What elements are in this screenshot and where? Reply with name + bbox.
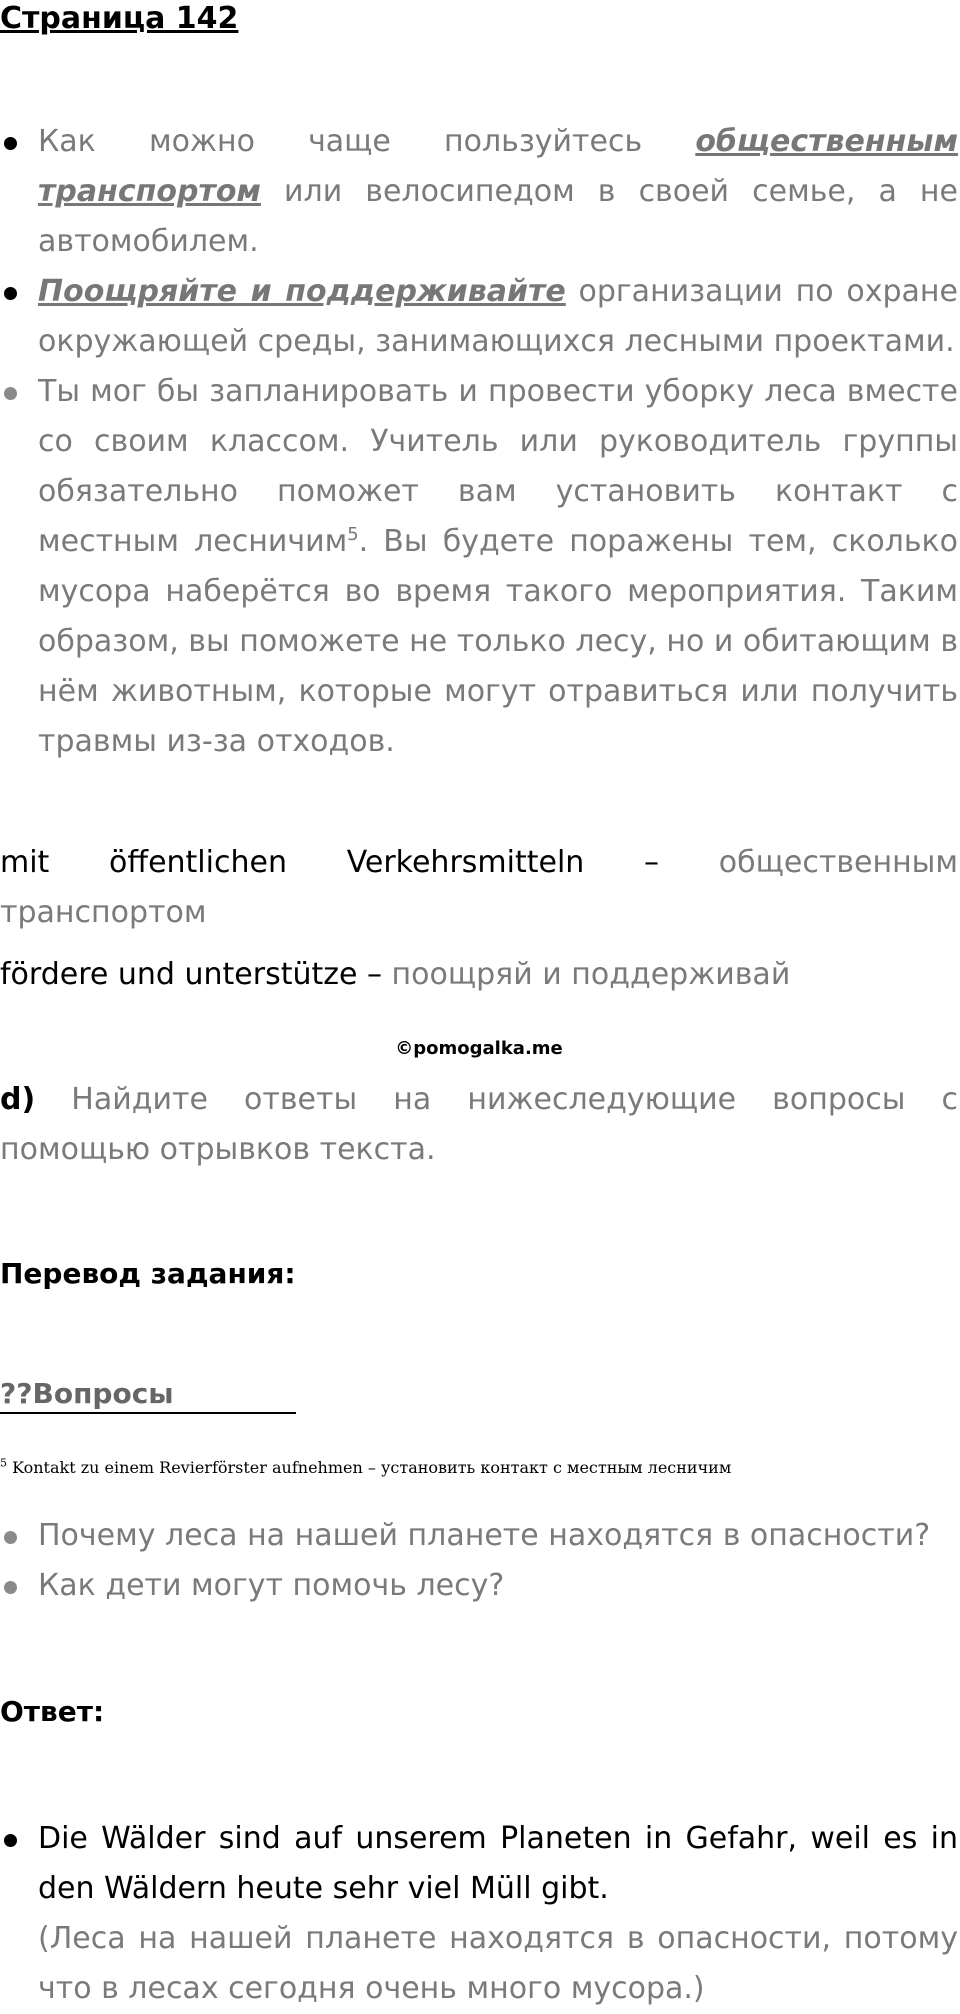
- tip-emphasis: общественным транспортом: [38, 124, 958, 209]
- answers-list: [0, 1814, 958, 2014]
- bullet-icon: [4, 1581, 17, 1594]
- list-item: [0, 367, 958, 767]
- tip-text-pre: Как можно чаще пользуйтесь: [38, 124, 696, 159]
- task-text: Найдите ответы на нижеследующие вопросы с помощью отрывков текста.: [0, 1082, 958, 1167]
- bullet-icon: [4, 287, 17, 300]
- footnote-text: Kontakt zu einem Revierförster aufnehmen – установить контакт с местным лесничим: [7, 1458, 732, 1477]
- footnote-ref: 5: [347, 524, 359, 545]
- vocab-german: mit öffentlichen Verkehrsmitteln –: [0, 845, 660, 880]
- task-letter: d): [0, 1082, 36, 1117]
- vocab-entry: [0, 838, 958, 938]
- bullet-icon: [4, 137, 17, 150]
- bullet-icon: [4, 1834, 17, 1847]
- list-item: [0, 1814, 958, 2014]
- answer-russian: (Леса на нашей планете находятся в опасности, потому что в лесах сегодня очень много мусора.): [38, 1921, 958, 2006]
- translation-heading: Перевод задания:: [0, 1257, 296, 1290]
- tip-text-post: . Вы будете поражены тем, сколько мусора наберётся во время такого мероприятия. Таким образом, вы поможете не только лесу, но и обитающим в нём животным, которые могут отравиться или получить травмы из-за отходов.: [38, 524, 958, 759]
- task-instruction: [0, 1075, 958, 1175]
- vocab-russian: поощряй и поддерживай: [382, 957, 791, 992]
- tip-text-pre: Ты мог бы запланировать и провести уборку леса вместе со своим классом. Учитель или руководитель группы обязательно поможет вам установить контакт с местным лесничим: [38, 374, 958, 559]
- tips-list: [0, 117, 958, 767]
- questions-heading: ??Вопросы: [0, 1377, 174, 1410]
- bullet-icon: [4, 1531, 17, 1544]
- list-item: [0, 267, 958, 367]
- answer-german: Die Wälder sind auf unserem Planeten in Gefahr, weil es in den Wäldern heute sehr viel Müll gibt.: [38, 1821, 958, 1906]
- copyright-notice: ©pomogalka.me: [395, 1038, 563, 1059]
- vocab-german: fördere und unterstütze –: [0, 957, 382, 992]
- vocab-russian: общественным транспортом: [0, 845, 959, 930]
- footnote: [0, 1456, 958, 1480]
- bullet-icon: [4, 387, 17, 400]
- tip-text-post: организации по охране окружающей среды, занимающихся лесными проектами.: [38, 274, 958, 359]
- list-item: [0, 117, 958, 267]
- footnote-number: 5: [0, 1456, 7, 1470]
- question-text: Почему леса на нашей планете находятся в опасности?: [38, 1518, 931, 1553]
- list-item: [0, 1561, 958, 1611]
- question-text: Как дети могут помочь лесу?: [38, 1568, 505, 1603]
- questions-list: [0, 1511, 958, 1611]
- tip-text-post: или велосипедом в своей семье, а не автомобилем.: [38, 174, 958, 259]
- list-item: [0, 1511, 958, 1561]
- answer-heading: Ответ:: [0, 1695, 105, 1728]
- footnote-divider: [0, 1412, 296, 1414]
- tip-emphasis: Поощряйте и поддерживайте: [38, 274, 566, 309]
- page-title: Страница 142: [0, 1, 239, 36]
- vocab-entry: [0, 950, 958, 1000]
